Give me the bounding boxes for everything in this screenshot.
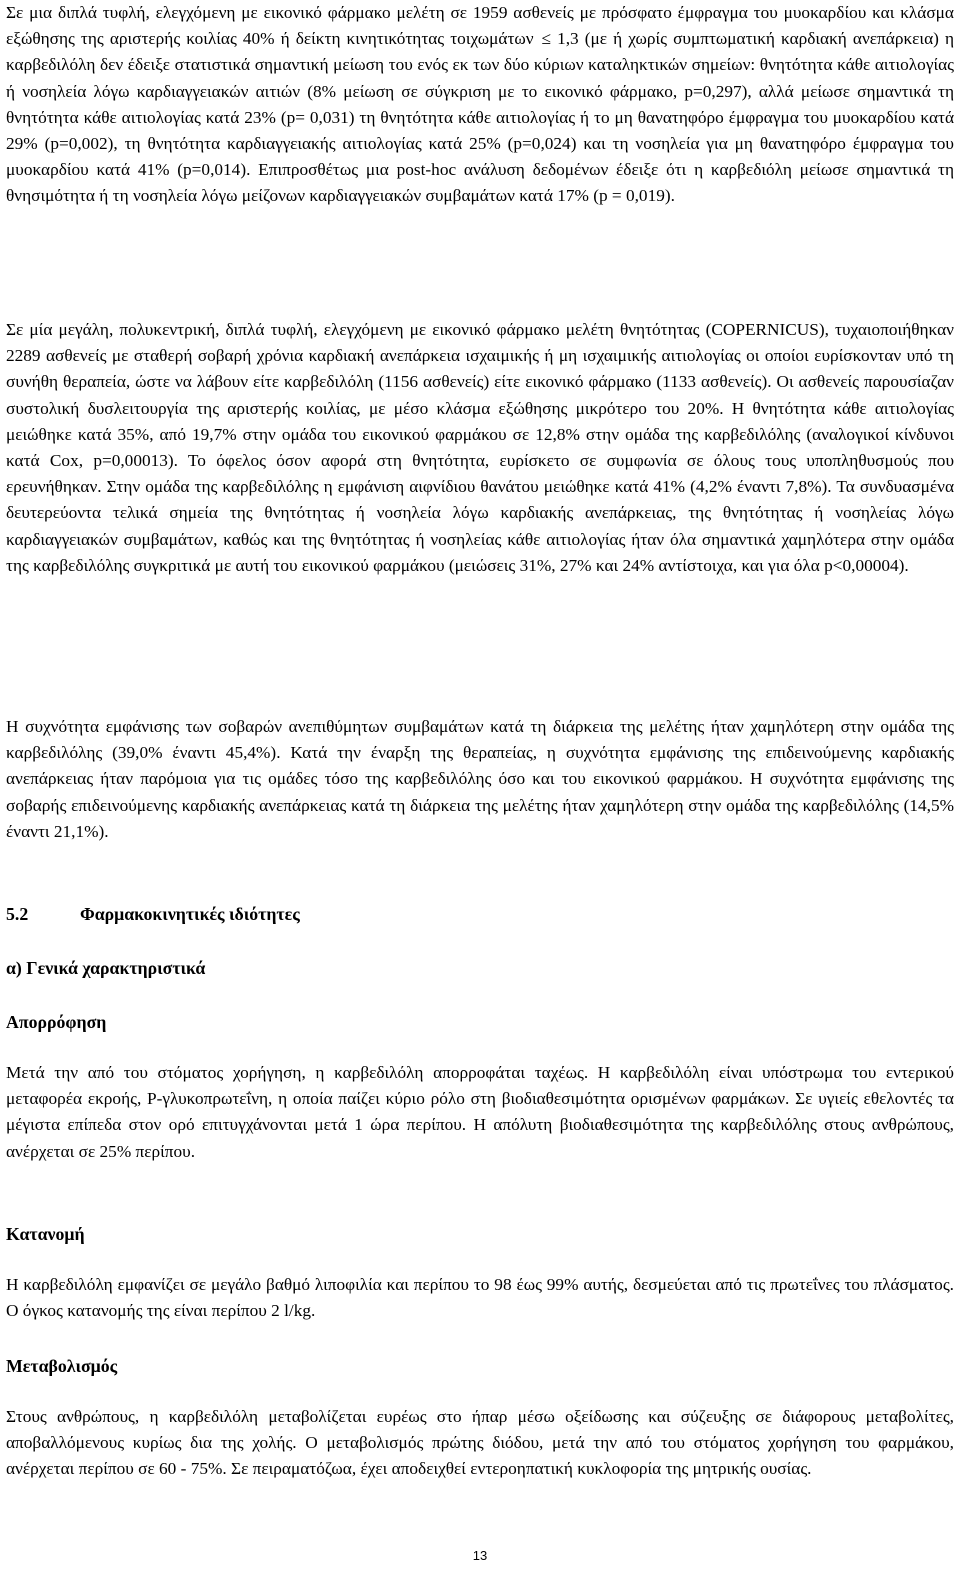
paragraph-copernicus-study: Σε μία μεγάλη, πολυκεντρική, διπλά τυφλή, ελεγχόμενη με εικονικό φάρμακο μελέτη θνητότητας (COPERNICUS), τυχαιοποιήθηκαν 2289 ασθενείς με σταθερή σοβαρή χρόνια καρδιακή ανεπάρκεια ισχαιμικής ή μη ισχαιμικής αιτιολογίας οι οποίοι ευρίσκονταν υπό τη συνήθη θεραπεία, ώστε να λάβουν είτε καρβεδιλόλη (1156 ασθενείς) είτε εικονικό φάρμακο (1133 ασθενείς). Οι ασθενείς παρουσίαζαν συστολική δυσλειτουργία της αριστερής κοιλίας, με μέσο κλάσμα εξώθησης μικρότερο του 20%. Η θνητότητα κάθε αιτιολογίας μειώθηκε κατά 35%, από 19,7% στην ομάδα του εικονικού φαρμάκου σε 12,8% στην ομάδα της καρβεδιλόλης (αναλογικοί κίνδυνοι κατά Cox, p=0,00013). Το όφελος όσον αφορά στη θνητότητα, ευρίσκετο σε συμφωνία σε όλους τους υποπληθυσμούς που ερευνήθηκαν. Στην ομάδα της καρβεδιλόλης η εμφάνιση αιφνίδιου θανάτου μειώθηκε κατά 41% (4,2% έναντι 7,8%). Τα συνδυασμένα δευτερεύοντα τελικά σημεία της θνητότητας ή νοσηλεία λόγω καρδιακής ανεπάρκειας, της θνητότητας ή νοσηλείας λόγω καρδιαγγειακών συμβαμάτων, καθώς και της θνητότητας ή νοσηλείας κάθε αιτιολογίας ήταν όλα σημαντικά χαμηλότερα στην ομάδα της καρβεδιλόλης συγκριτικά με αυτή του εικονικού φαρμάκου (μειώσεις 31%, 27% και 24% αντίστοιχα, και για όλα p<0,00004).: [6, 320, 954, 575]
paragraph-metabolism: Στους ανθρώπους, η καρβεδιλόλη μεταβολίζεται ευρέως στο ήπαρ μέσω οξείδωσης και σύζευξης σε διάφορους μεταβολίτες, αποβαλλόμενους κυρίως δια της χολής. Ο μεταβολισμός πρώτης διόδου, μετά την από του στόματος χορήγηση του φαρμάκου, ανέρχεται περίπου σε 60 - 75%. Σε πειραματόζωα, έχει αποδειχθεί εντεροηπατική κυκλοφορία της μητρικής ουσίας.: [6, 1407, 954, 1479]
subsection-heading: α) Γενικά χαρακτηριστικά: [6, 958, 206, 978]
paragraph-text: 40% ή δείκτη κινητικότητας τοιχωμάτων: [242, 29, 534, 49]
paragraph-distribution: Η καρβεδιλόλη εμφανίζει σε μεγάλο βαθμό λιποφιλία και περίπου το 98 έως 99% αυτής, δεσμεύεται από τις πρωτεΐνες του πλάσματος. Ο όγκος κατανομής της είναι περίπου 2 l/kg.: [6, 1275, 954, 1321]
paragraph-absorption: Μετά την από του στόματος χορήγηση, η καρβεδιλόλη απορροφάται ταχέως. Η καρβεδιλόλη είναι υπόστρωμα του εντερικού μεταφορέα εκροής, P-γλυκοπρωτεΐνη, η οποία παίζει κύριο ρόλο στη βιοδιαθεσιμότητα ορισμένων φαρμάκων. Σε υγιείς εθελοντές τα μέγιστα επίπεδα στον ορό επιτυγχάνονται μετά 1 ώρα περίπου. Η απόλυτη βιοδιαθεσιμότητα της καρβεδιλόλης στους ανθρώπους, ανέρχεται σε 25% περίπου.: [6, 1063, 954, 1161]
section-heading: [6, 902, 300, 926]
paragraph-adverse-events: Η συχνότητα εμφάνισης των σοβαρών ανεπιθύμητων συμβαμάτων κατά τη διάρκεια της μελέτης ήταν χαμηλότερη στην ομάδα της καρβεδιλόλης (39,0% έναντι 45,4%). Κατά την έναρξη της θεραπείας, η συχνότητα εμφάνισης της επιδεινούμενης καρδιακής ανεπάρκειας ήταν παρόμοια για τις ομάδες τόσο της καρβεδιλόλης όσο και του εικονικού φαρμάκου. Η συχνότητα εμφάνισης της σοβαρής επιδεινούμενης καρδιακής ανεπάρκειας κατά τη διάρκεια της μελέτης ήταν χαμηλότερη στην ομάδα της καρβεδιλόλης (14,5% έναντι 21,1%).: [6, 717, 954, 841]
less-equal-symbol: ≤: [541, 29, 552, 49]
section-number: 5.2: [6, 904, 29, 924]
page-number: 13: [472, 1548, 488, 1563]
paragraph-text: Σε μια διπλά τυφλή, ελεγχόμενη με εικονικό φάρμακο μελέτη σε 1959 ασθενείς με πρόσφατο έμφραγμα του μυοκαρδίου και κλάσμα εξώθησης της αριστερής κοιλίας: [6, 3, 954, 49]
metabolism-heading: Μεταβολισμός: [6, 1356, 118, 1376]
section-title: Φαρμακοκινητικές ιδιότητες: [80, 904, 300, 924]
absorption-heading: Απορρόφηση: [6, 1012, 107, 1032]
paragraph-text: 1,3 (με ή χωρίς συμπτωματική καρδιακή ανεπάρκεια) η καρβεδιλόλη δεν έδειξε στατιστικά σημαντική μείωση του ενός εκ των δύο κύριων καταληκτικών σημείων: θνητότητα κάθε αιτιολογίας ή νοσηλεία λόγω καρδιαγγειακών αιτιών (8% μείωση σε σύγκριση με το εικονικό φάρμακο, p=0,297), αλλά μείωσε σημαντικά τη θνητότητα κάθε αιτιολογίας κατά 23% (p= 0,031) τη θνητότητα κάθε αιτιολογίας ή το μη θανατηφόρο έμφραγμα του μυοκαρδίου κατά 29% (p=0,002), τη θνητότητα καρδιαγγειακής αιτιολογίας κατά 25% (p=0,024) και τη νοσηλεία για μη θανατηφόρο έμφραγμα του μυοκαρδίου κατά 41% (p=0,014). Επιπροσθέτως μια post-hoc ανάλυση δεδομένων έδειξε ότι η καρβεδιόλη μείωσε σημαντικά τη θνησιμότητα ή τη νοσηλεία λόγω μείζονων καρδιαγγειακών συμβαμάτων κατά 17% (p = 0,019).: [6, 29, 954, 206]
paragraph-myocardial-infarction-study: [6, 0, 954, 210]
distribution-heading: Κατανομή: [6, 1224, 85, 1244]
